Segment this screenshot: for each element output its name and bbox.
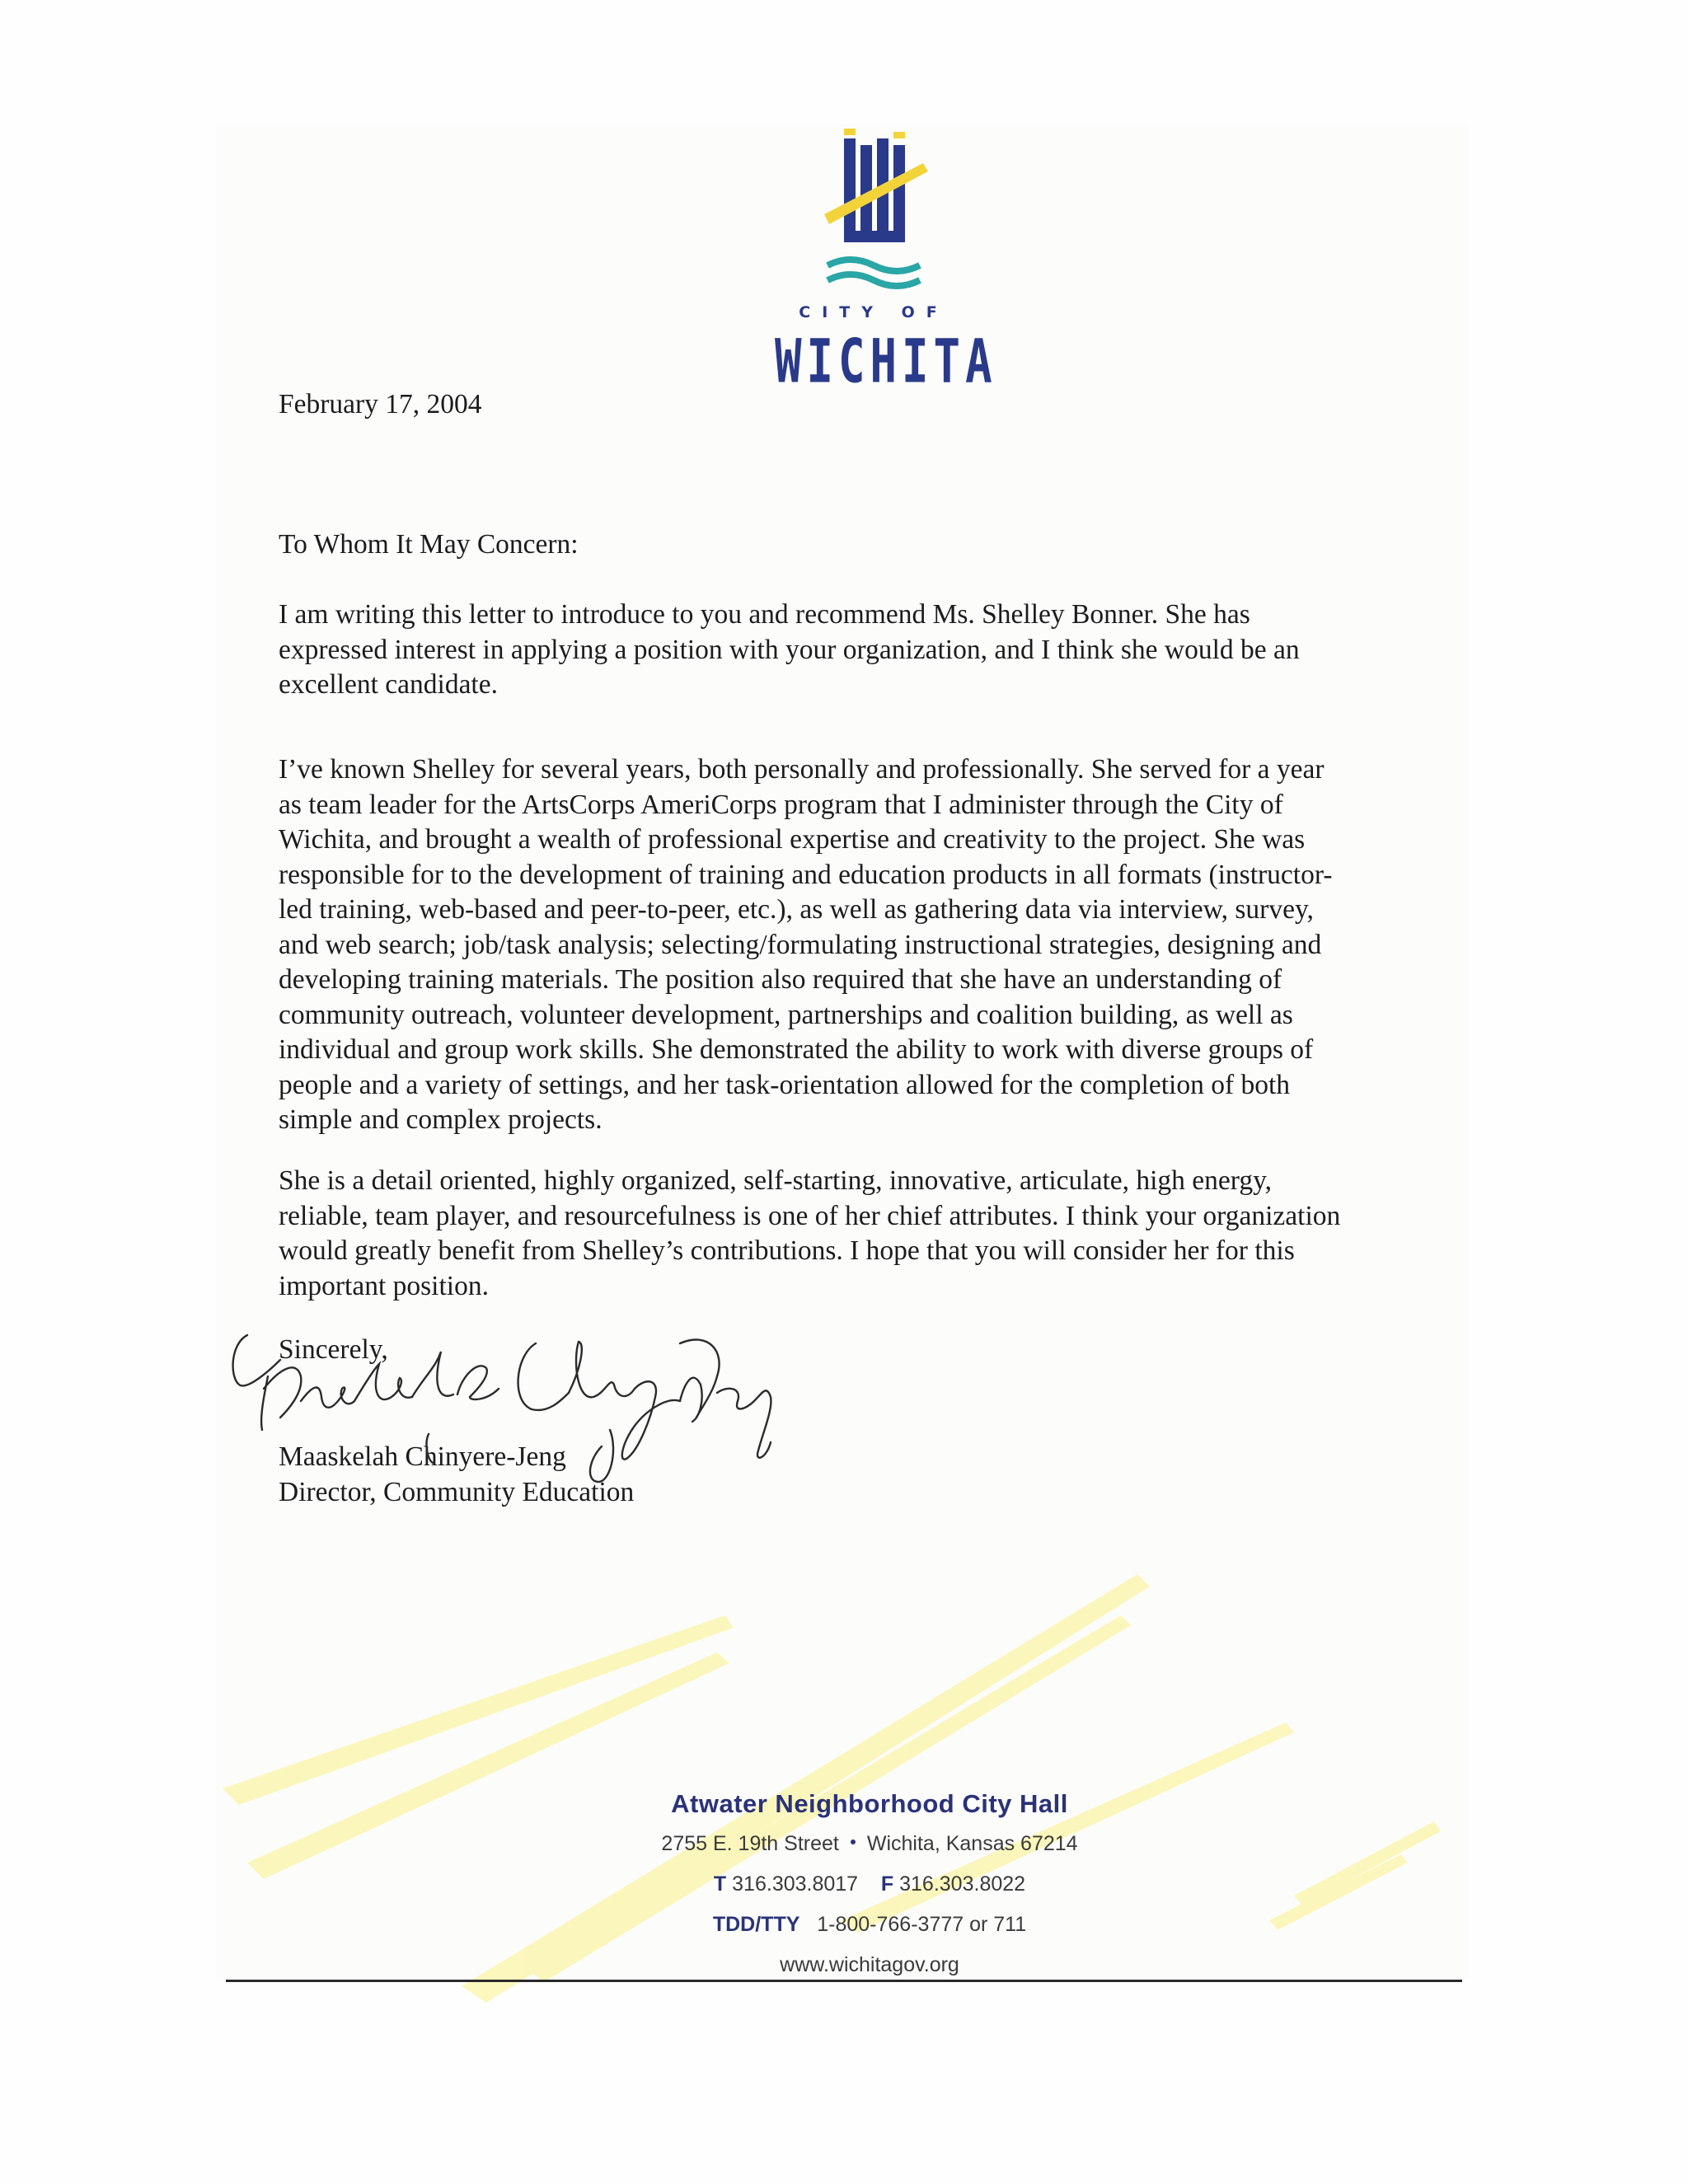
paragraph-line: community outreach, volunteer development, partnerships and coalition building, as well as	[279, 999, 1293, 1030]
paragraph-line: as team leader for the ArtsCorps AmeriCorps program that I administer through the City of	[279, 789, 1283, 820]
address-line	[528, 1824, 1212, 1864]
tdd-label: TDD/TTY	[712, 1913, 800, 1936]
handwritten-signature	[223, 1319, 832, 1516]
paragraph-line: She is a detail oriented, highly organized, self-starting, innovative, articulate, high energy,	[279, 1165, 1273, 1196]
paragraph-line: Wichita, and brought a wealth of professional expertise and creativity to the project. She was	[279, 824, 1306, 855]
paragraph-attributes	[279, 1164, 1465, 1304]
bullet-separator-icon	[851, 1840, 856, 1844]
paragraph-line: expressed interest in applying a position with your organization, and I think she would be an	[279, 634, 1300, 665]
paragraph-line: would greatly benefit from Shelley’s contributions. I hope that you will consider her for this	[279, 1235, 1295, 1266]
paragraph-line: I’ve known Shelley for several years, both personally and professionally. She served for a year	[279, 754, 1325, 785]
paragraph-line: led training, web-based and peer-to-peer, etc.), as well as gathering data via interview, survey,	[279, 894, 1314, 925]
tdd-number: 1-800-766-3777 or 711	[817, 1913, 1027, 1936]
fax-number: 316.303.8022	[899, 1872, 1026, 1896]
paragraph-line: responsible for to the development of training and education products in all formats (instructor-	[279, 859, 1333, 890]
phone-number: 316.303.8017	[732, 1872, 859, 1896]
paragraph-line: developing training materials. The position also required that she have an understanding of	[279, 964, 1282, 995]
paragraph-line: I am writing this letter to introduce to you and recommend Ms. Shelley Bonner. She has	[279, 599, 1250, 630]
paragraph-line: individual and group work skills. She demonstrated the ability to work with diverse groups of	[279, 1034, 1314, 1065]
signer-title: Director, Community Education	[279, 1477, 635, 1507]
paragraph-line: excellent candidate.	[279, 669, 498, 700]
letter-date: February 17, 2004	[279, 389, 482, 419]
website: www.wichitagov.org	[780, 1953, 959, 1976]
paragraph-line: and web search; job/task analysis; selecting/formulating instructional strategies, designing and	[279, 929, 1322, 960]
office-name: Atwater Neighborhood City Hall	[671, 1789, 1068, 1818]
paragraph-line: reliable, team player, and resourcefulness is one of her chief attributes. I think your organization	[279, 1200, 1341, 1231]
street-address: 2755 E. 19th Street	[661, 1832, 839, 1855]
footer-divider	[226, 1980, 1462, 1982]
fax-label: F	[880, 1872, 894, 1896]
signer-name: Maaskelah Chinyere-Jeng	[279, 1441, 566, 1472]
tdd-line	[528, 1905, 1212, 1945]
paragraph-introduction	[279, 598, 1465, 703]
paragraph-line: simple and complex projects.	[279, 1104, 603, 1135]
phone-label: T	[713, 1872, 727, 1896]
wichita-emblem-icon	[775, 124, 973, 305]
closing: Sincerely,	[279, 1334, 388, 1365]
city-of-wichita-logo	[775, 124, 997, 397]
paragraph-line: important position.	[279, 1270, 489, 1301]
letterhead-footer	[528, 1784, 1212, 1985]
paragraph-experience	[279, 752, 1465, 1138]
logo-city-of: CITY OF	[799, 303, 949, 321]
logo-city-name: WICHITA	[775, 326, 997, 397]
city-state-zip: Wichita, Kansas 67214	[866, 1832, 1078, 1855]
paragraph-line: people and a variety of settings, and her task-orientation allowed for the completion of both	[279, 1069, 1291, 1100]
phone-fax-line	[528, 1864, 1212, 1905]
salutation: To Whom It May Concern:	[279, 529, 579, 560]
